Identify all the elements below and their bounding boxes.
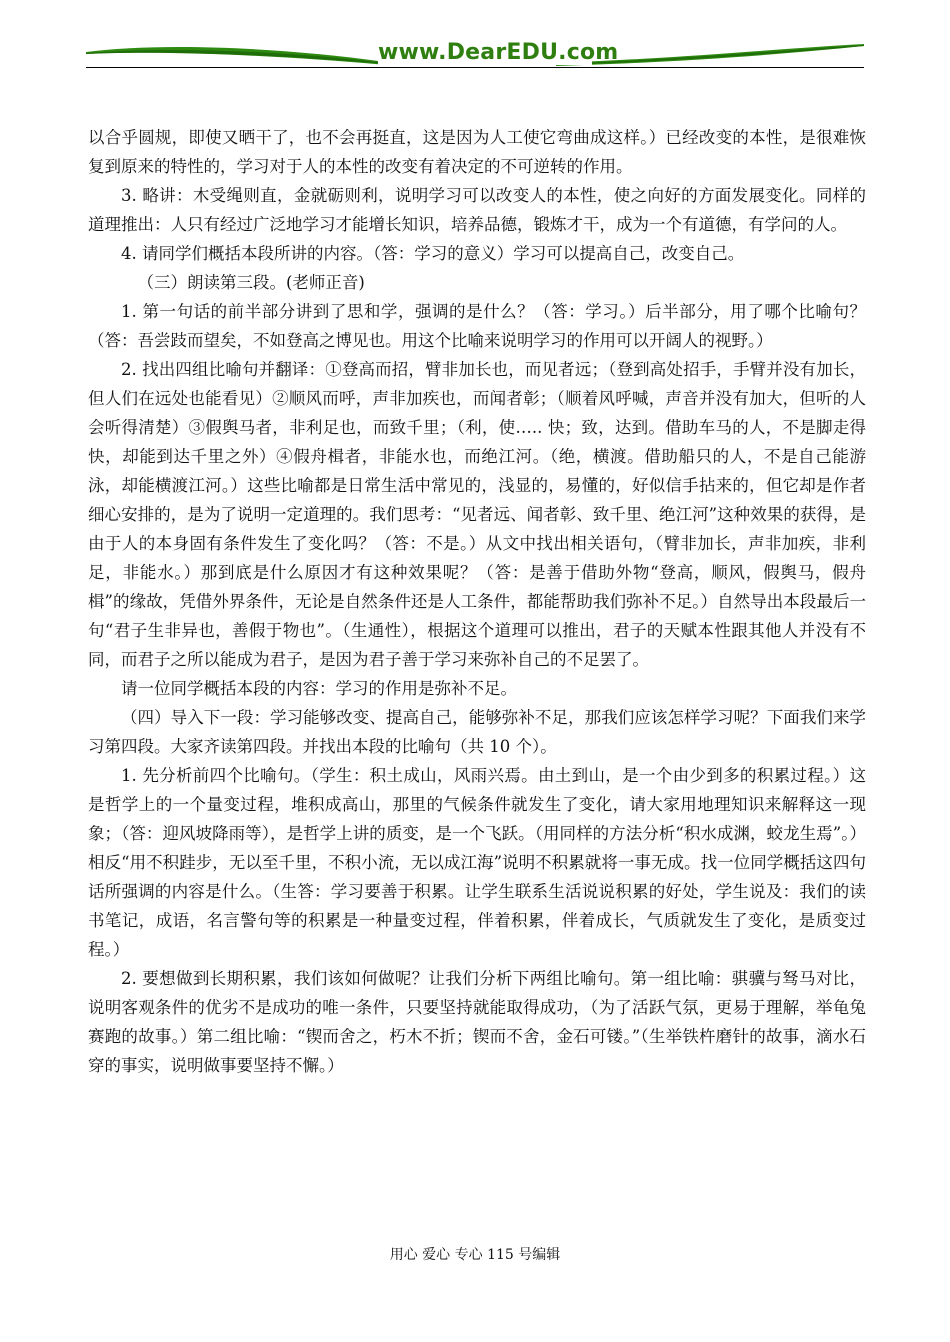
document-body <box>88 123 866 1080</box>
paragraph: 2. 找出四组比喻句并翻译：①登高而招，臂非加长也，而见者远；（登到高处招手，手臂并没有加长，但人们在远处也能看见）②顺风而呼，声非加疾也，而闻者彰；（顺着风呼喊，声音并没有加大，但听的人会听得清楚）③假舆马者，非利足也，而致千里；（利，使….. 快；致，达到。借助车马的人，不是脚走得快，却能到达千里之外）④假舟楫者，非能水也，而绝江河。（绝，横渡。借助船只的人，不是自己能游泳，却能横渡江河。）这些比喻都是日常生活中常见的，浅显的，易懂的，好似信手拈来的，但它却是作者细心安排的，是为了说明一定道理的。我们思考：“见者远、闻者彰、致千里、绝江河”这种效果的获得，是由于人的本身固有条件发生了变化吗？（答：不是。）从文中找出相关语句，（臂非加长，声非加疾，非利足，非能水。）那到底是什么原因才有这种效果呢？（答：是善于借助外物“登高，顺风，假舆马，假舟楫”的缘故，凭借外界条件，无论是自然条件还是人工条件，都能帮助我们弥补不足。）自然导出本段最后一句“君子生非异也，善假于物也”。（生通性），根据这个道理可以推出，君子的天赋本性跟其他人并没有不同，而君子之所以能成为君子，是因为君子善于学习来弥补自己的不足罢了。 <box>88 360 866 669</box>
page-header <box>86 38 864 72</box>
paragraph: 4. 请同学们概括本段所讲的内容。（答：学习的意义）学习可以提高自己，改变自己。 <box>121 244 745 263</box>
site-name: www.DearEDU.com <box>378 40 619 65</box>
paragraph: 1. 第一句话的前半部分讲到了思和学，强调的是什么？（答：学习。）后半部分，用了哪个比喻句？（答：吾尝跂而望矣，不如登高之博见也。用这个比喻来说明学习的作用可以开阔人的视野。） <box>88 302 866 350</box>
paragraph: 3. 略讲：木受绳则直，金就砺则利，说明学习可以改变人的本性，使之向好的方面发展变化。同样的道理推出：人只有经过广泛地学习才能增长知识，培养品德，锻炼才干，成为一个有道德，有学问的人。 <box>88 186 866 234</box>
paragraph: 2. 要想做到长期积累，我们该如何做呢？让我们分析下两组比喻句。第一组比喻：骐骥与驽马对比，说明客观条件的优劣不是成功的唯一条件，只要坚持就能取得成功，（为了活跃气氛，更易于理解，举龟兔赛跑的故事。）第二组比喻：“锲而舍之，朽木不折；锲而不舍，金石可镂。”（生举铁杵磨针的故事，滴水石穿的事实，说明做事要坚持不懈。） <box>88 969 866 1075</box>
paragraph: 以合乎圆规，即使又晒干了，也不会再挺直，这是因为人工使它弯曲成这样。）已经改变的本性，是很难恢复到原来的特性的，学习对于人的本性的改变有着决定的不可逆转的作用。 <box>88 128 866 176</box>
paragraph: （四）导入下一段：学习能够改变、提高自己，能够弥补不足，那我们应该怎样学习呢？下面我们来学习第四段。大家齐读第四段。并找出本段的比喻句（共 10 个）。 <box>88 708 866 756</box>
header-rule <box>86 67 864 68</box>
paragraph: 1. 先分析前四个比喻句。（学生：积土成山，风雨兴焉。由土到山，是一个由少到多的积累过程。）这是哲学上的一个量变过程，堆积成高山，那里的气候条件就发生了变化，请大家用地理知识来解释这一现象；（答：迎风坡降雨等），是哲学上讲的质变，是一个飞跃。（用同样的方法分析“积水成渊，蛟龙生焉”。）相反“用不积跬步，无以至千里，不积小流，无以成江海”说明不积累就将一事无成。找一位同学概括这四句话所强调的内容是什么。（生答：学习要善于积累。让学生联系生活说说积累的好处，学生说及：我们的读书笔记，成语，名言警句等的积累是一种量变过程，伴着积累，伴着成长，气质就发生了变化，是质变过程。） <box>88 766 866 959</box>
section-heading: （三）朗读第三段。(老师正音) <box>137 273 365 292</box>
paragraph: 请一位同学概括本段的内容：学习的作用是弥补不足。 <box>121 679 517 698</box>
page-footer: 用心 爱心 专心 115 号编辑 <box>389 1247 561 1263</box>
